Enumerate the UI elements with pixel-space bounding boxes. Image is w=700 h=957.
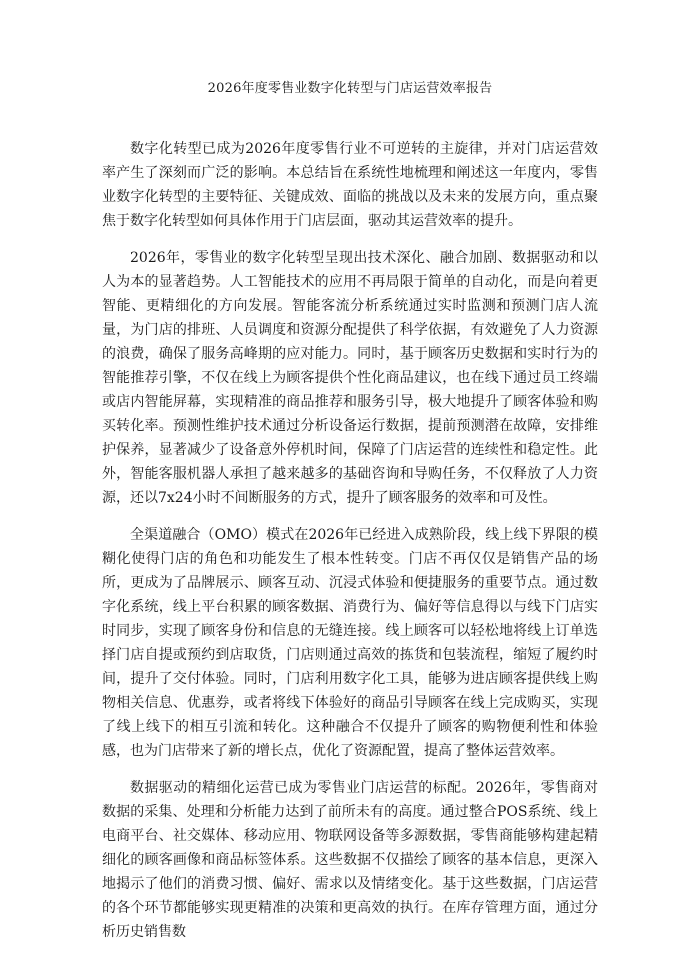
paragraph-intro: 数字化转型已成为2026年度零售行业不可逆转的主旋律，并对门店运营效率产生了深刻而广泛的影响。本总结旨在系统性地梳理和阐述这一年度内，零售业数字化转型的主要特征、关键成效、面临的挑战以及未来的发展方向，重点聚焦于数字化转型如何具体作用于门店层面，驱动其运营效率的提升。 xyxy=(102,141,598,229)
paragraph-omo: 全渠道融合（OMO）模式在2026年已经进入成熟阶段，线上线下界限的模糊化使得门店的角色和功能发生了根本性转变。门店不再仅仅是销售产品的场所，更成为了品牌展示、顾客互动、沉浸式体验和便捷服务的重要节点。通过数字化系统，线上平台积累的顾客数据、消费行为、偏好等信息得以与线下门店实时同步，实现了顾客身份和信息的无缝连接。线上顾客可以轻松地将线上订单选择门店自提或预约到店取货，门店则通过高效的拣货和包装流程，缩短了履约时间，提升了交付体验。同时，门店利用数字化工具，能够为进店顾客提供线上购物相关信息、优惠券，或者将线下体验好的商品引导顾客在线上完成购买，实现了线上线下的相互引流和转化。这种融合不仅提升了顾客的购物便利性和体验感，也为门店带来了新的增长点，优化了资源配置，提高了整体运营效率。 xyxy=(102,527,598,759)
paragraph-trends: 2026年，零售业的数字化转型呈现出技术深化、融合加剧、数据驱动和以人为本的显著趋势。人工智能技术的应用不再局限于简单的自动化，而是向着更智能、更精细化的方向发展。智能客流分析系统通过实时监测和预测门店人流量，为门店的排班、人员调度和资源分配提供了科学依据，有效避免了人力资源的浪费，确保了服务高峰期的应对能力。同时，基于顾客历史数据和实时行为的智能推荐引擎，不仅在线上为顾客提供个性化商品建议，也在线下通过员工终端或店内智能屏幕，实现精准的商品推荐和服务引导，极大地提升了顾客体验和购买转化率。预测性维护技术通过分析设备运行数据，提前预测潜在故障，安排维护保养，显著减少了设备意外停机时间，保障了门店运营的连续性和稳定性。此外，智能客服机器人承担了越来越多的基础咨询和导购任务，不仅释放了人力资源，还以7x24小时不间断服务的方式，提升了顾客服务的效率和可及性。 xyxy=(102,250,598,506)
document-body xyxy=(102,137,598,957)
page-title: 2026年度零售业数字化转型与门店运营效率报告 xyxy=(207,81,493,96)
paragraph-data-driven: 数据驱动的精细化运营已成为零售业门店运营的标配。2026年，零售商对数据的采集、处理和分析能力达到了前所未有的高度。通过整合POS系统、线上电商平台、社交媒体、移动应用、物联网设备等多源数据，零售商能够构建起精细化的顾客画像和商品标签体系。这些数据不仅描绘了顾客的基本信息，更深入地揭示了他们的消费习惯、偏好、需求以及情绪变化。基于这些数据，门店运营的各个环节都能够实现更精准的决策和更高效的执行。在库存管理方面，通过分析历史销售数 xyxy=(102,780,598,940)
